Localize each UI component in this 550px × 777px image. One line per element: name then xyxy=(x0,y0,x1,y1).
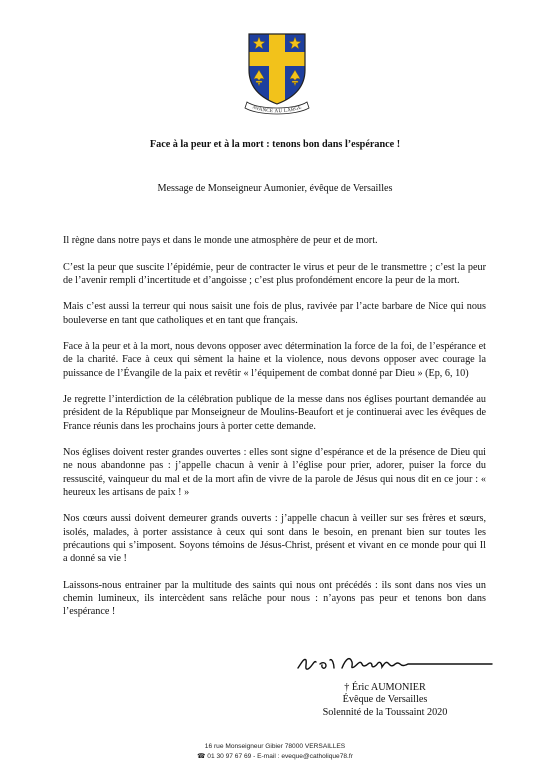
phone-icon: ☎ xyxy=(197,752,206,760)
paragraph: Mais c’est aussi la terreur qui nous saisit une fois de plus, ravivée par l’acte barbare de Nice qui nous bouleverse en tant que catholiques et en tant que français. xyxy=(63,301,486,326)
document-title: Face à la peur et à la mort : tenons bon dans l’espérance ! xyxy=(149,139,401,150)
signer-role: Évêque de Versailles xyxy=(342,694,428,706)
footer-contact: 01 30 97 67 69 - E-mail : eveque@catholique78.fr xyxy=(207,752,353,760)
crest-motto: AVANCE AU LARGE xyxy=(251,104,303,115)
paragraph: Il règne dans notre pays et dans le monde une atmosphère de peur et de mort. xyxy=(63,235,378,246)
paragraph: Nos églises doivent rester grandes ouvertes : elles sont signe d’espérance et de la présence de Dieu qui ne nous abandonne pas : j’appelle chacun à venir à l’église pour prier, adorer, puiser la force du ressuscité, vainqueur du mal et de la mort afin de vivre de la parole de Jésus qui nous dit en ce jour : « heureux les artisans de paix ! » xyxy=(63,447,486,498)
paragraph: Je regrette l’interdiction de la célébration publique de la messe dans nos églises pourtant demandée au président de la République par Monseigneur de Moulins-Beaufort et je continuerai avec les évêques de France réunis dans les prochains jours à porter cette demande. xyxy=(63,394,486,432)
document-subtitle: Message de Monseigneur Aumonier, évêque de Versailles xyxy=(157,183,393,194)
paragraph: Laissons-nous entrainer par la multitude des saints qui nous ont précédés : ils sont dans nos vies un chemin lumineux, ils intercèdent sans relâche pour nous : n’ayons pas peur et tenons bon dans l’espérance ! xyxy=(63,579,486,617)
handwritten-signature xyxy=(296,652,496,674)
paragraph: C’est la peur que suscite l’épidémie, peur de contracter le virus et peur de le transmettre ; c’est la peur de l’avenir rempli d’incertitude et d’angoisse ; c’est plus profondément encore la peur de la mort. xyxy=(63,261,486,286)
diocese-crest-logo xyxy=(241,30,313,118)
signature-block xyxy=(300,682,470,719)
paragraph: Nos cœurs aussi doivent demeurer grands ouverts : j’appelle chacun à veiller sur ses frères et sœurs, isolés, malades, à porter assistance à ceux qui sont dans le besoin, en prenant bien sur toutes les précautions qui s’imposent. Soyons témoins de Jésus-Christ, présent et vivant en ce monde pour qui Il a donné sa vie ! xyxy=(63,513,486,564)
letter-body xyxy=(63,234,486,632)
footer-contact-line xyxy=(0,752,550,762)
signature-date: Solennité de la Toussaint 2020 xyxy=(322,706,448,718)
paragraph: Face à la peur et à la mort, nous devons opposer avec détermination la force de la foi, de l’espérance et de la charité. Face à ceux qui sèment la haine et la violence, nous devons opposer avec courage la puissance de l’Évangile de la paix et revêtir « l’équipement de combat donné par Dieu » (Ep, 6, 10) xyxy=(63,341,486,379)
footer-address: 16 rue Monseigneur Gibier 78000 VERSAILLES xyxy=(204,743,346,750)
signer-name: † Éric AUMONIER xyxy=(344,682,426,693)
page-footer xyxy=(0,742,550,761)
